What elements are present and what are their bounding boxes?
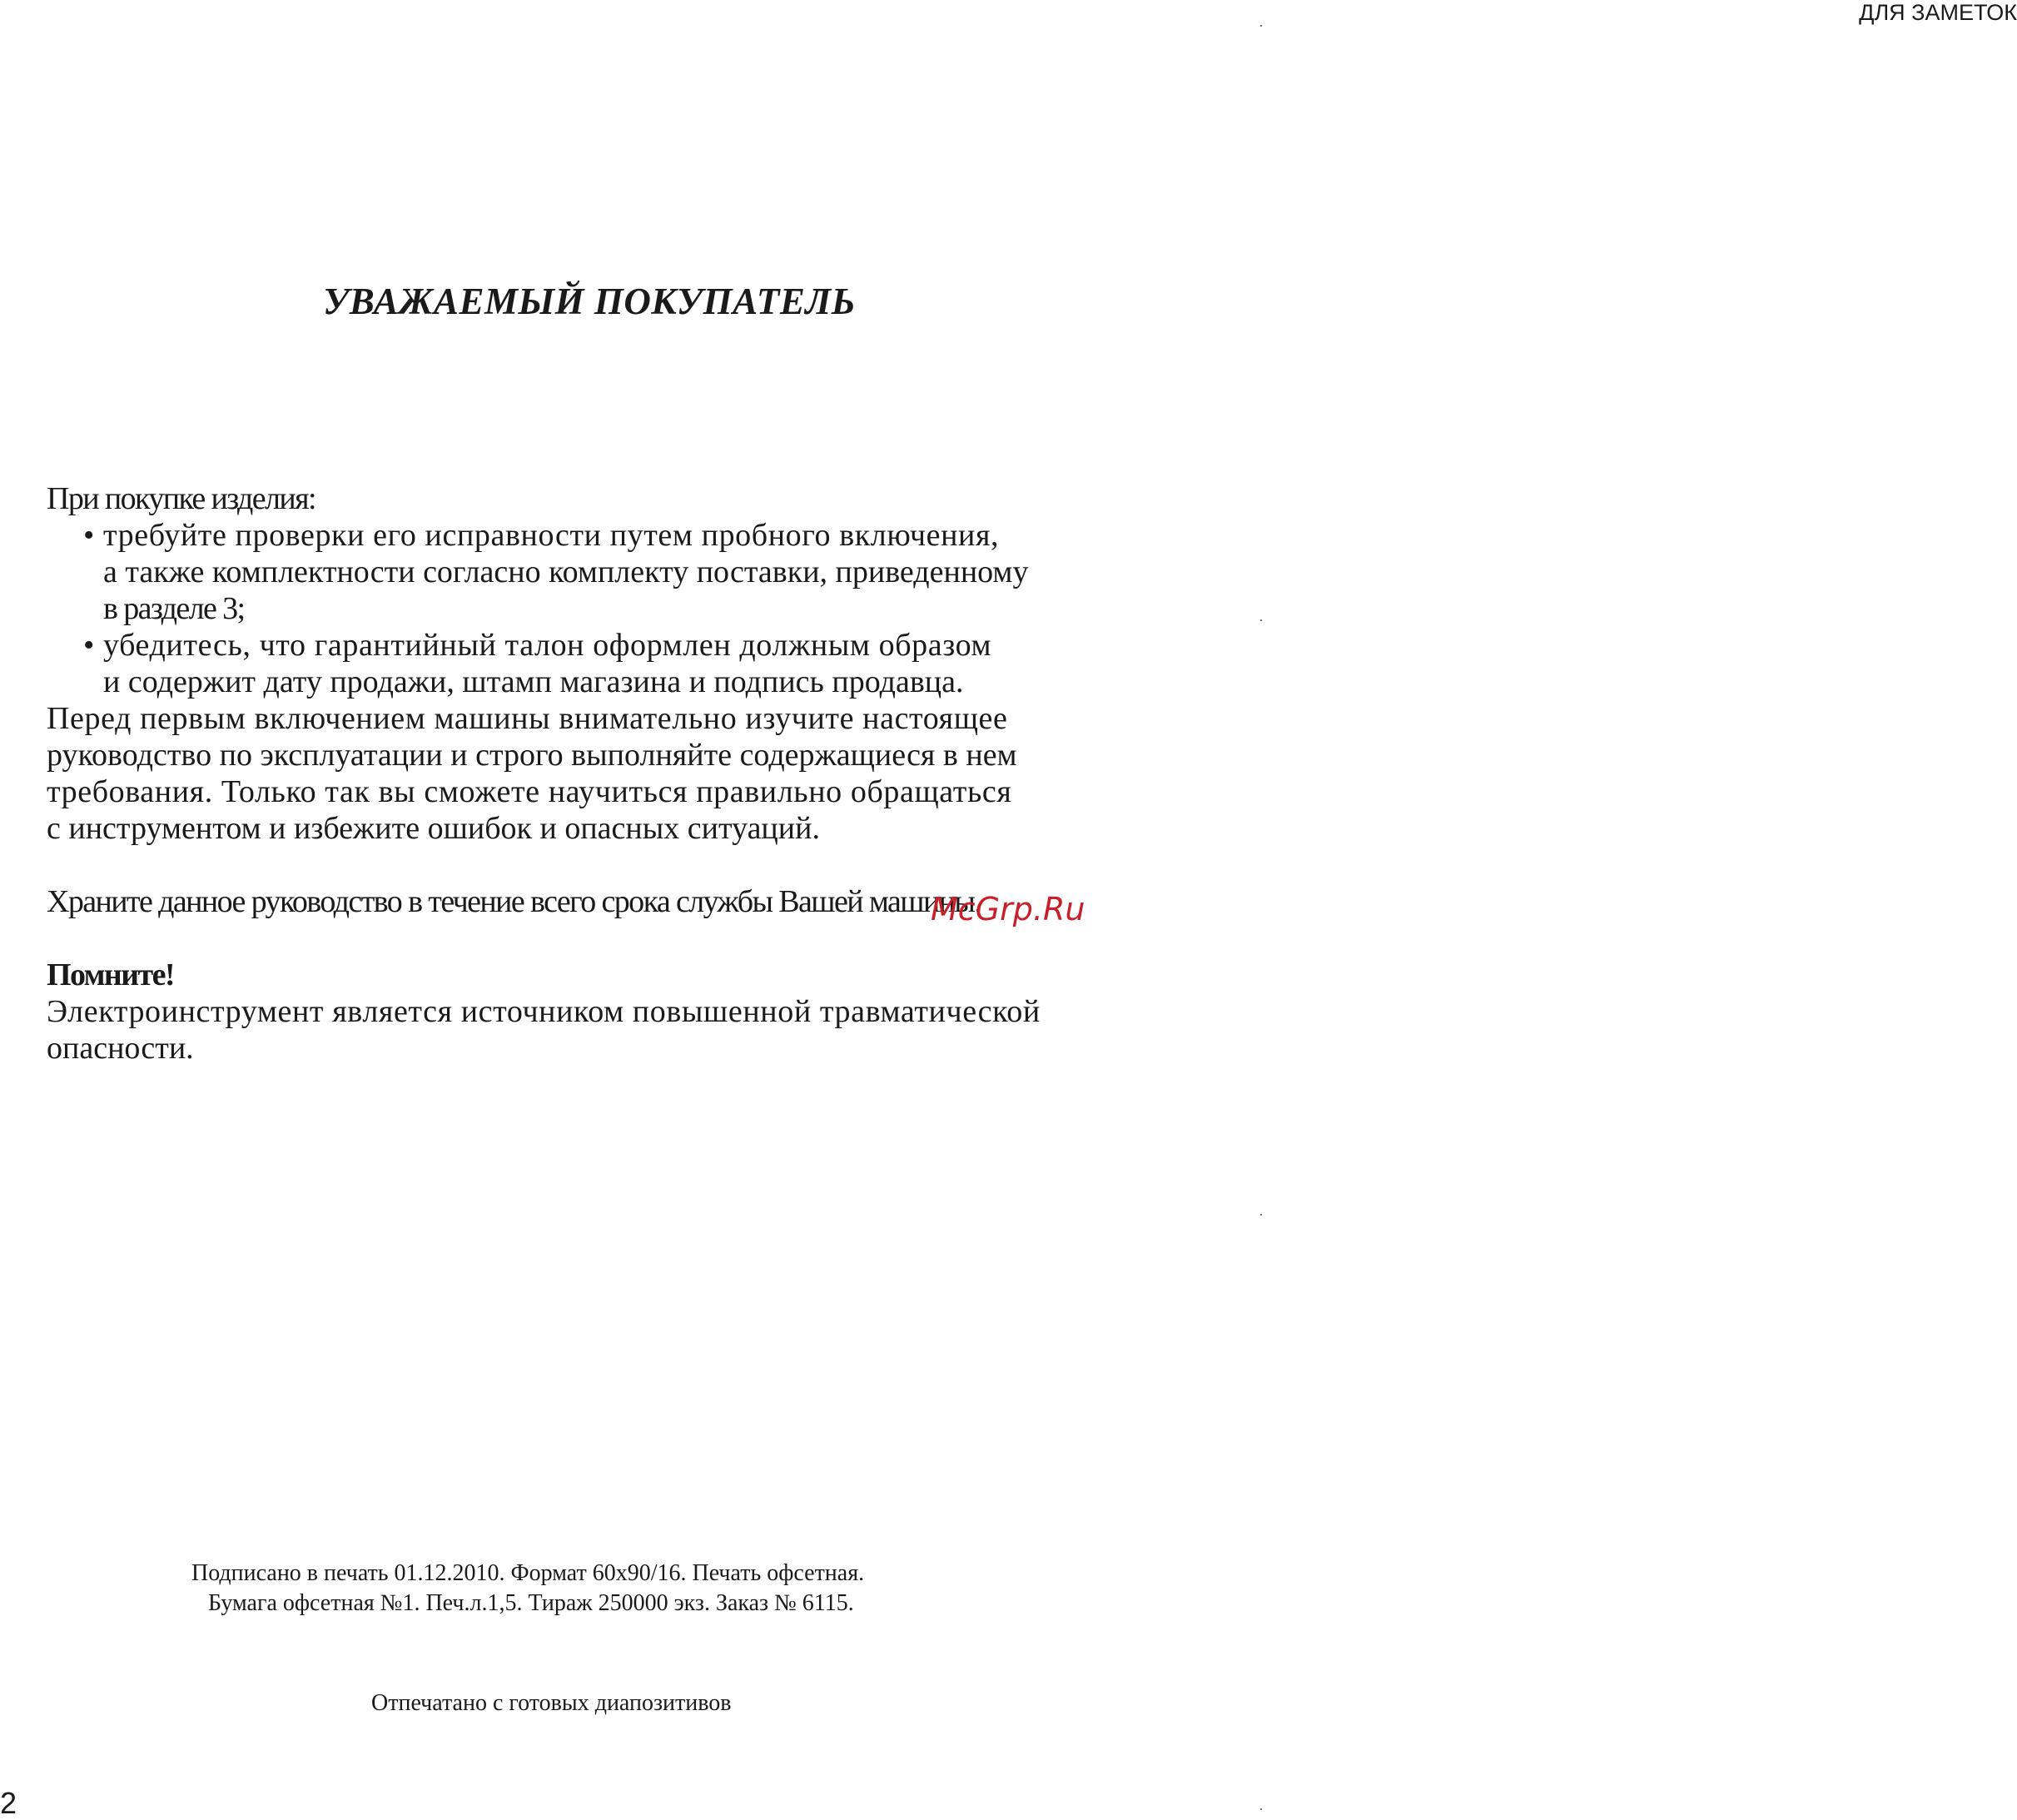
paragraph-line-3: требования. Только так вы сможете научиться правильно обращаться [47,774,1012,809]
page-number: 2 [0,1786,17,1820]
crop-mark-dot [1260,1214,1262,1216]
bullet-1-line-2: а также комплектности согласно комплекту поставки, приведенному [103,554,1029,589]
page-title: УВАЖАЕМЫЙ ПОКУПАТЕЛЬ [323,281,856,322]
bullet-2-line-2: и содержит дату продажи, штамп магазина и подпись продавца. [103,664,964,699]
crop-mark-dot [1260,619,1262,621]
intro-lead: При покупке изделия: [47,481,315,516]
bullet-1-line-3: в разделе 3; [103,591,245,626]
remember-line-2: опасности. [47,1031,194,1066]
paragraph-line-2: руководство по эксплуатации и строго выполняйте содержащиеся в нем [47,738,1017,773]
bullet-1-line-1: требуйте проверки его исправности путем пробного включения, [103,518,1000,553]
remember-heading: Помните! [47,957,174,992]
crop-mark-dot [1260,25,1262,27]
bullet-2-line-1: убедитесь, что гарантийный талон оформлен должным образом [103,628,992,663]
imprint-line-1: Подписано в печать 01.12.2010. Формат 60х90/16. Печать офсетная. [191,1560,865,1586]
bullet-marker-2: • [83,628,95,663]
paragraph-line-4: с инструментом и избежите ошибок и опасных ситуаций. [47,811,820,846]
crop-mark-dot [1260,1808,1262,1810]
remember-line-1: Электроинструмент является источником повышенной травматической [47,994,1041,1029]
imprint-line-3: Отпечатано с готовых диапозитивов [371,1690,732,1716]
bullet-marker-1: • [83,518,95,553]
watermark: McGrp.Ru [931,891,1086,927]
paragraph-line-1: Перед первым включением машины внимательно изучите настоящее [47,701,1008,736]
keep-manual-note: Храните данное руководство в течение всего срока службы Вашей машины. [47,884,981,919]
notes-section-label: ДЛЯ ЗАМЕТОК [1859,0,2017,25]
imprint-line-2: Бумага офсетная №1. Печ.л.1,5. Тираж 250000 экз. Заказ № 6115. [208,1590,854,1616]
